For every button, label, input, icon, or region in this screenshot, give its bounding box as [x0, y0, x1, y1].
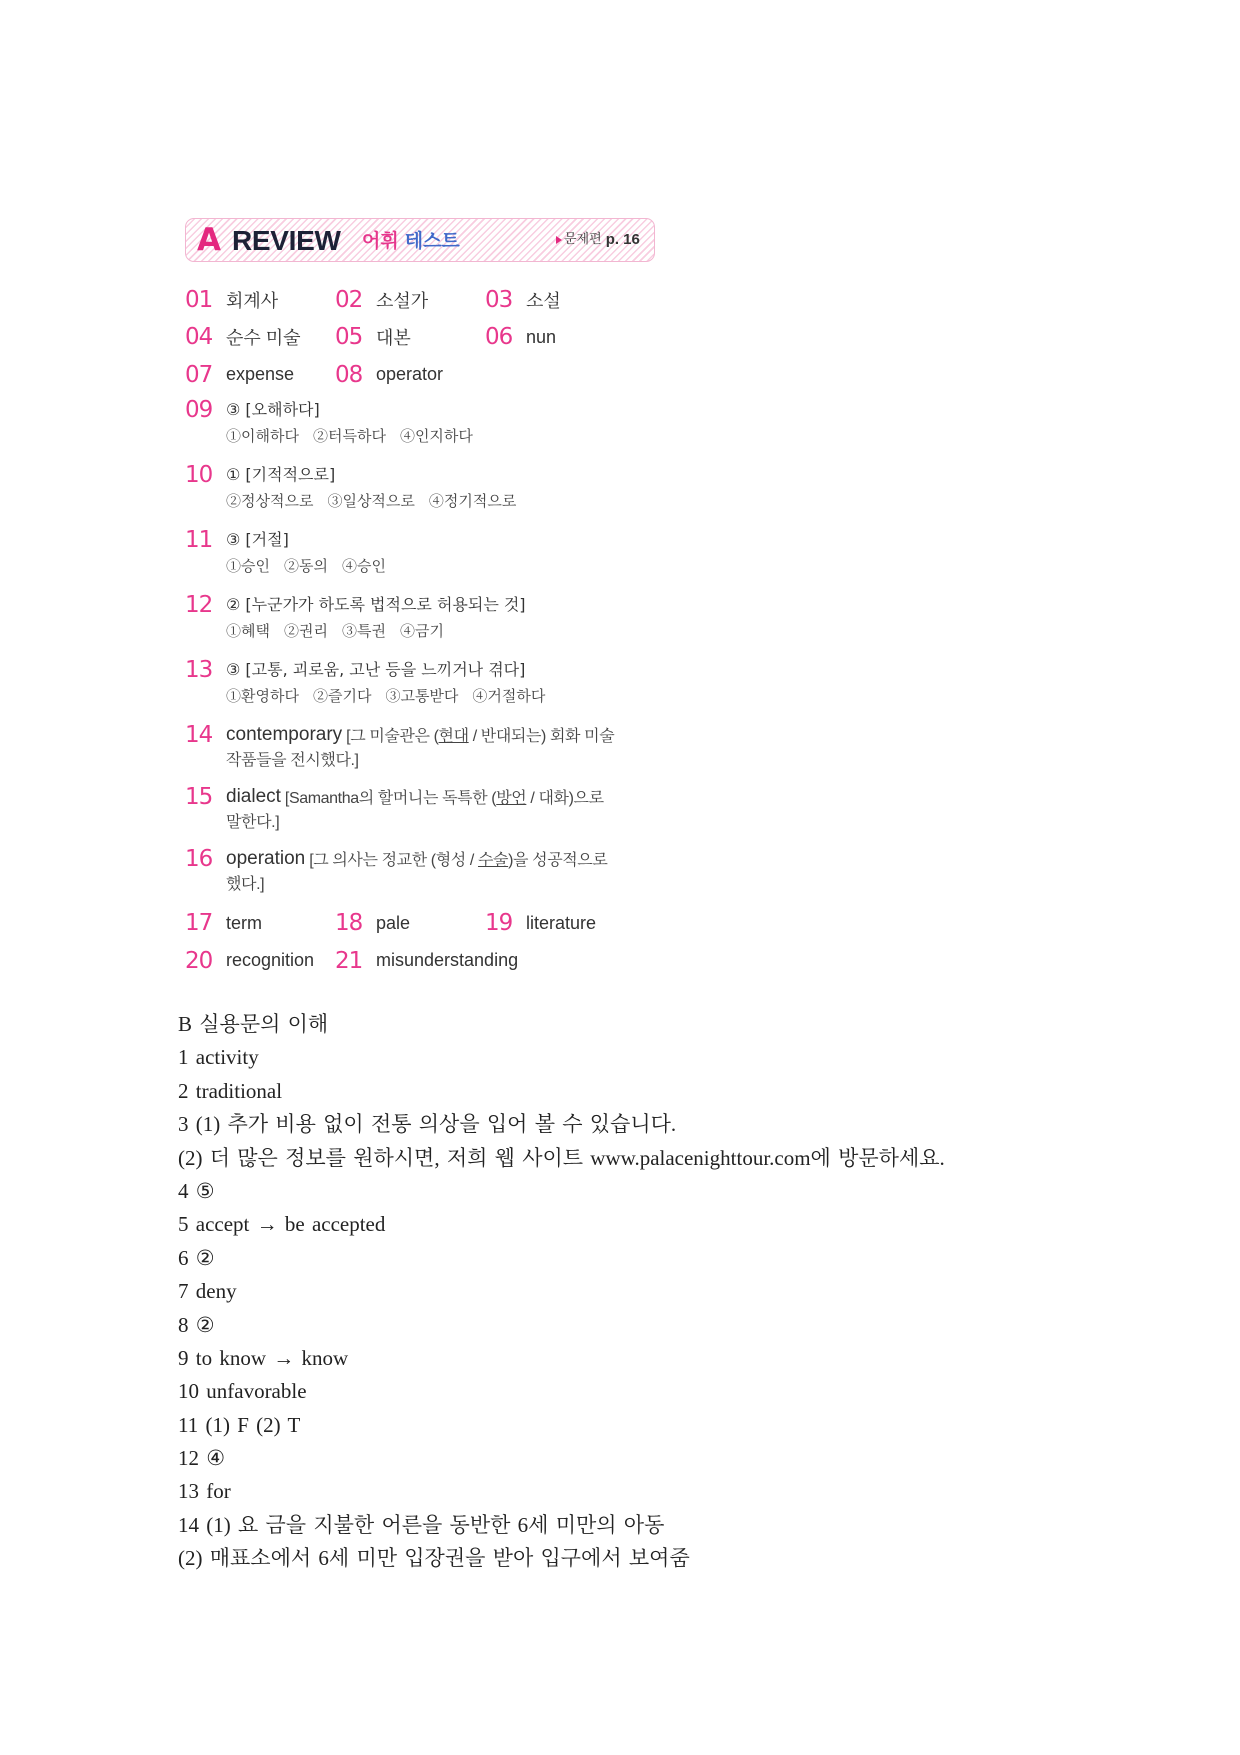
choice-item: [185, 394, 705, 459]
answer-line: 12 ④: [178, 1446, 226, 1471]
item-answer: 회계사: [226, 290, 279, 311]
option: ①승인: [226, 557, 270, 575]
vocab-item: [485, 322, 635, 352]
answer-line: 11 (1) F (2) T: [178, 1412, 301, 1437]
vocab-row: [185, 942, 705, 980]
vocab-row: [185, 356, 705, 394]
vocab-grid: [185, 281, 705, 394]
choice-options: [226, 491, 705, 513]
page-reference: [556, 230, 640, 250]
vocab-item: [185, 285, 335, 315]
vocab-item: [335, 908, 485, 938]
choice-items: [185, 394, 705, 719]
item-answer: ① [기적적으로]: [226, 464, 336, 484]
answer-line: (2) 매표소에서 6세 미만 입장권을 받아 입구에서 보여줌: [178, 1546, 690, 1571]
item-answer: term: [226, 912, 262, 933]
page-reference-label: 문제편: [564, 232, 602, 247]
item-number: 09: [185, 396, 213, 423]
option: ②권리: [283, 622, 328, 640]
item-number: 19: [485, 910, 513, 937]
item-answer: 대본: [376, 328, 411, 349]
item-answer: ③ [거절]: [226, 529, 289, 549]
choice-item: [185, 524, 705, 589]
item-translation-continued: 말한다.]: [226, 813, 280, 831]
item-number: 11: [185, 526, 213, 553]
section-title: REVIEW: [232, 225, 341, 256]
vocab-item: [185, 946, 335, 976]
answer-line: (2) 더 많은 정보를 원하시면, 저희 웹 사이트 www.palacenighttour.com에 방문하세요.: [178, 1145, 945, 1170]
item-number: 12: [185, 591, 213, 618]
vocab-item: [335, 946, 519, 976]
item-translation-continued: 작품들을 전시했다.]: [226, 751, 359, 769]
item-answer: 소설: [526, 290, 561, 311]
vocab-item: [485, 285, 635, 315]
answer-line: 8 ②: [178, 1312, 215, 1337]
item-answer: operator: [376, 364, 444, 385]
vocab-item: [485, 908, 635, 938]
answer-line: 9 to know → know: [178, 1345, 349, 1370]
option: ④정기적으로: [428, 492, 517, 510]
underlined-word: 방언: [496, 790, 527, 807]
option: ②즐기다: [312, 687, 372, 705]
item-translation: [그 미술관은 (현대 / 반대되는) 회화 미술: [346, 728, 615, 745]
sentence-item: [185, 781, 705, 843]
item-number: 03: [485, 286, 513, 313]
item-answer: operation: [226, 847, 306, 869]
item-answer: expense: [226, 364, 295, 385]
answer-line: 3 (1) 추가 비용 없이 전통 의상을 입어 볼 수 있습니다.: [178, 1112, 677, 1137]
choice-item: [185, 459, 705, 524]
vocab-item: [335, 285, 485, 315]
option: ②동의: [283, 557, 328, 575]
option: ④인지하다: [399, 427, 473, 445]
answer-line: 4 ⑤: [178, 1178, 215, 1203]
item-number: 16: [185, 845, 213, 872]
item-answer: ② [누군가가 하도록 법적으로 허용되는 것]: [226, 594, 526, 614]
vocab-item: [185, 322, 335, 352]
answer-line: 13 for: [178, 1479, 231, 1504]
review-banner: [185, 218, 655, 262]
item-answer: misunderstanding: [376, 950, 519, 971]
vocab-item: [335, 322, 485, 352]
item-answer: contemporary: [226, 723, 343, 745]
vocab-grid: [185, 905, 705, 980]
item-number: 08: [335, 361, 363, 388]
choice-item: [185, 654, 705, 719]
choice-item: [185, 589, 705, 654]
option: ④거절하다: [472, 687, 546, 705]
option: ③일상적으로: [327, 492, 415, 510]
vocab-row: [185, 281, 705, 319]
sentence-item: [185, 719, 705, 781]
choice-options: [226, 426, 705, 448]
answer-line: 10 unfavorable: [178, 1379, 307, 1404]
triangle-right-icon: [556, 236, 562, 244]
vocab-row: [185, 319, 705, 357]
item-number: 20: [185, 947, 213, 974]
option: ④승인: [341, 557, 386, 575]
choice-options: [226, 556, 705, 578]
item-number: 17: [185, 910, 213, 937]
section-subtitle: [362, 228, 460, 254]
item-answer: pale: [376, 912, 411, 933]
option: ①이해하다: [226, 427, 299, 445]
item-answer: dialect: [226, 785, 281, 807]
item-translation: [그 의사는 정교한 (형성 / 수술)을 성공적으로: [309, 852, 608, 869]
sentence-item: [185, 843, 705, 905]
answer-line: 1 activity: [178, 1045, 259, 1070]
section-b: [178, 1008, 945, 1576]
option: ①혜택: [226, 622, 270, 640]
vocab-row: [185, 905, 705, 943]
underlined-word: 수술: [477, 852, 509, 869]
item-answer: recognition: [226, 950, 315, 971]
item-number: 01: [185, 286, 213, 313]
subtitle-part-1: 어휘: [362, 230, 399, 252]
item-number: 15: [185, 783, 213, 810]
section-letter: A: [197, 222, 221, 258]
vocab-item: [185, 908, 335, 938]
item-answer: 순수 미술: [226, 328, 301, 349]
option: ②터득하다: [312, 427, 386, 445]
answer-line: 14 (1) 요 금을 지불한 어른을 동반한 6세 미만의 아동: [178, 1512, 665, 1537]
review-section: [185, 218, 705, 980]
answer-line: 6 ②: [178, 1245, 215, 1270]
vocab-item: [185, 360, 335, 390]
item-number: 21: [335, 947, 363, 974]
item-answer: nun: [526, 326, 557, 347]
section-heading: B 실용문의 이해: [178, 1012, 329, 1036]
page-reference-number: p. 16: [605, 231, 640, 248]
answer-line: 7 deny: [178, 1279, 237, 1304]
answer-line: 2 traditional: [178, 1078, 283, 1103]
item-number: 14: [185, 721, 213, 748]
option: ②정상적으로: [226, 492, 314, 510]
item-number: 06: [485, 324, 513, 351]
option: ①환영하다: [226, 687, 299, 705]
item-translation: [Samantha의 할머니는 독특한 (방언 / 대화)으로: [284, 790, 604, 807]
item-number: 05: [335, 324, 363, 351]
vocab-item: [335, 360, 485, 390]
choice-options: [226, 621, 705, 643]
underlined-word: 현대: [438, 728, 469, 745]
answer-line: 5 accept → be accepted: [178, 1212, 386, 1237]
subtitle-part-2: 테스트: [404, 230, 460, 252]
item-answer: literature: [526, 912, 597, 933]
item-number: 10: [185, 461, 213, 488]
sentence-items: [185, 719, 705, 905]
item-answer: ③ [고통, 괴로움, 고난 등을 느끼거나 겪다]: [226, 659, 526, 679]
item-number: 18: [335, 910, 363, 937]
item-answer: ③ [오해하다]: [226, 399, 320, 419]
option: ③고통받다: [385, 687, 459, 705]
item-answer: 소설가: [376, 290, 429, 311]
item-translation-continued: 했다.]: [226, 875, 265, 893]
option: ④금기: [399, 622, 444, 640]
item-number: 13: [185, 656, 213, 683]
item-number: 02: [335, 286, 363, 313]
choice-options: [226, 686, 705, 708]
item-number: 04: [185, 324, 213, 351]
item-number: 07: [185, 361, 213, 388]
option: ③특권: [341, 622, 386, 640]
